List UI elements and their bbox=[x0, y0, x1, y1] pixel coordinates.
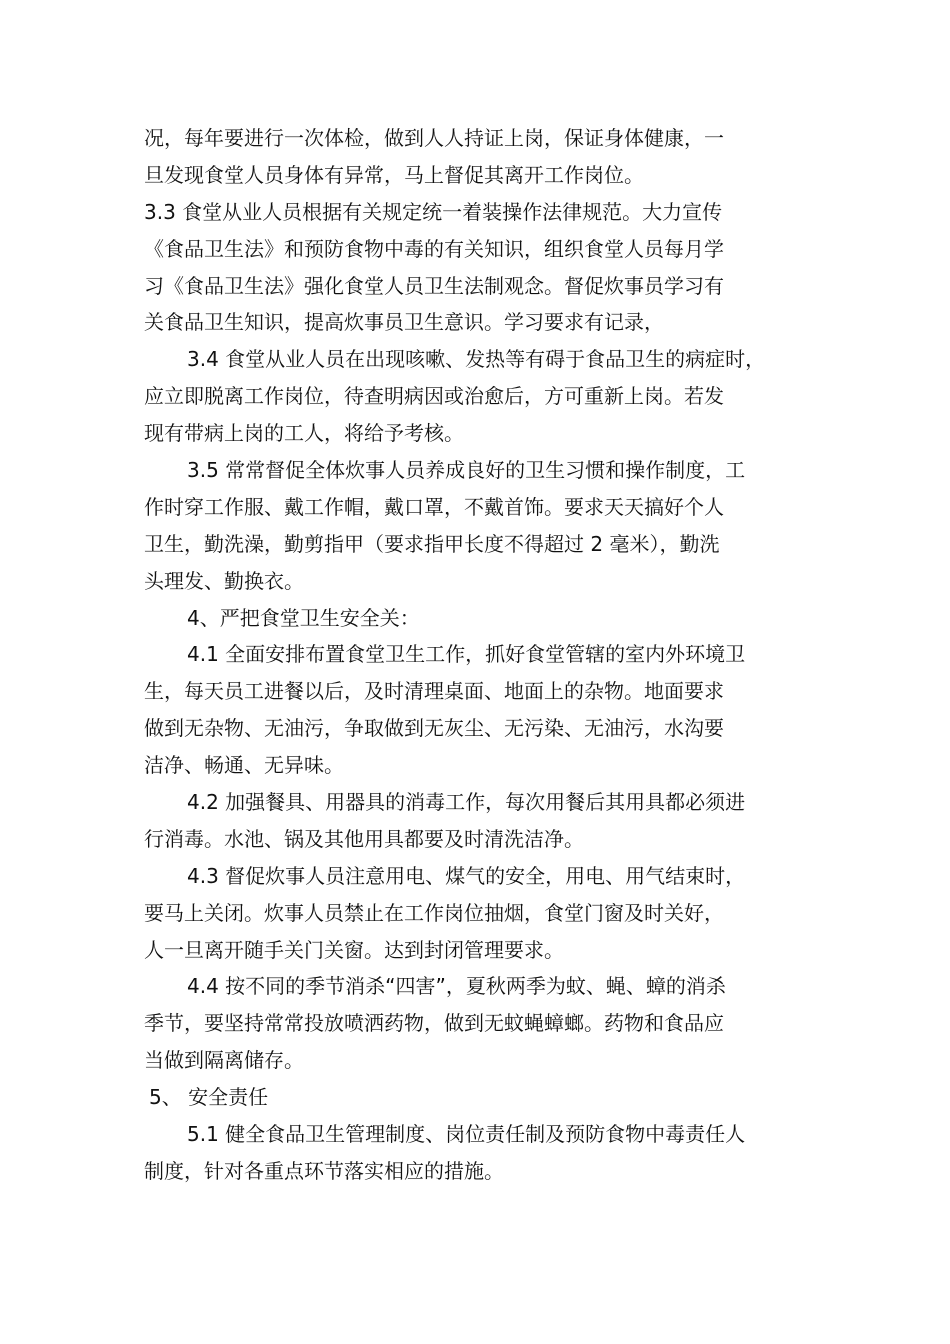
text-line: 当做到隔离储存。 bbox=[144, 1048, 304, 1073]
text-line: 头理发、勤换衣。 bbox=[144, 568, 304, 593]
text-line: 5、 安全责任 bbox=[149, 1085, 269, 1110]
text-line: 4.4 按不同的季节消杀“四害”，夏秋两季为蚊、蝇、蟑的消杀 bbox=[187, 974, 726, 999]
text-line: 洁净、畅通、无异味。 bbox=[144, 753, 344, 778]
text-line: 要马上关闭。炊事人员禁止在工作岗位抽烟，食堂门窗及时关好， bbox=[144, 900, 724, 925]
text-line: 现有带病上岗的工人，将给予考核。 bbox=[144, 421, 464, 446]
text-line: 4.2 加强餐具、用器具的消毒工作，每次用餐后其用具都必须进 bbox=[187, 790, 746, 815]
text-line: 制度，针对各重点环节落实相应的措施。 bbox=[144, 1158, 504, 1183]
text-line: 旦发现食堂人员身体有异常，马上督促其离开工作岗位。 bbox=[144, 162, 644, 187]
text-line: 生，每天员工进餐以后，及时清理桌面、地面上的杂物。地面要求 bbox=[144, 679, 724, 704]
text-line: 应立即脱离工作岗位，待查明病因或治愈后，方可重新上岗。若发 bbox=[144, 384, 724, 409]
text-line: 3.5 常常督促全体炊事人员养成良好的卫生习惯和操作制度，工 bbox=[187, 458, 746, 483]
text-line: 4.1 全面安排布置食堂卫生工作，抓好食堂管辖的室内外环境卫 bbox=[187, 642, 746, 667]
text-line: 习《食品卫生法》强化食堂人员卫生法制观念。督促炊事员学习有 bbox=[144, 273, 724, 298]
text-line: 况，每年要进行一次体检，做到人人持证上岗，保证身体健康，一 bbox=[144, 126, 724, 150]
text-line: 人一旦离开随手关门关窗。达到封闭管理要求。 bbox=[144, 937, 564, 962]
text-line: 5.1 健全食品卫生管理制度、岗位责任制及预防食物中毒责任人 bbox=[187, 1122, 746, 1147]
text-line: 关食品卫生知识，提高炊事员卫生意识。学习要求有记录， bbox=[144, 310, 664, 335]
text-line: 季节，要坚持常常投放喷洒药物，做到无蚊蝇蟑螂。药物和食品应 bbox=[144, 1011, 724, 1036]
text-line: 4.3 督促炊事人员注意用电、煤气的安全，用电、用气结束时， bbox=[187, 863, 746, 888]
text-line: 卫生，勤洗澡，勤剪指甲（要求指甲长度不得超过 2 毫米），勤洗 bbox=[144, 531, 720, 556]
text-line: 行消毒。水池、锅及其他用具都要及时清洗洁净。 bbox=[144, 826, 584, 851]
text-line: 《食品卫生法》和预防食物中毒的有关知识，组织食堂人员每月学 bbox=[144, 236, 724, 261]
text-line: 4、严把食堂卫生安全关： bbox=[187, 605, 420, 630]
text-line: 3.4 食堂从业人员在出现咳嗽、发热等有碍于食品卫生的病症时， bbox=[187, 347, 766, 372]
text-line: 3.3 食堂从业人员根据有关规定统一着装操作法律规范。大力宣传 bbox=[144, 199, 723, 224]
document-body bbox=[144, 120, 814, 1190]
text-line: 作时穿工作服、戴工作帽，戴口罩，不戴首饰。要求天天搞好个人 bbox=[144, 494, 724, 519]
text-line: 做到无杂物、无油污，争取做到无灰尘、无污染、无油污，水沟要 bbox=[144, 716, 724, 741]
